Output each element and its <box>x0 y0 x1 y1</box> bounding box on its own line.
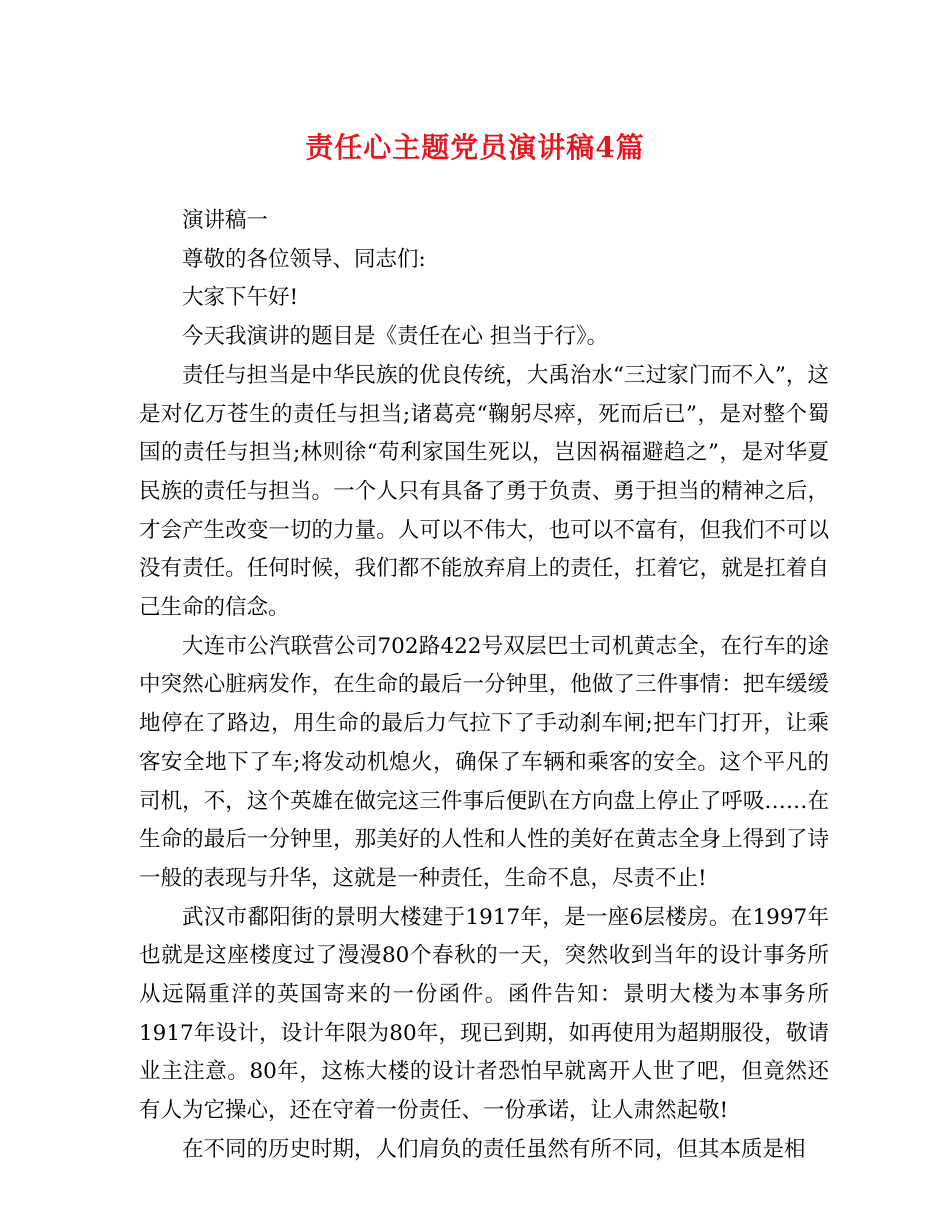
document-body <box>139 202 829 1170</box>
paragraph-body: 责任与担当是中华民族的优良传统，大禹治水“三过家门而不入”，这是对亿万苍生的责任与担当;诸葛亮“鞠躬尽瘁，死而后已”，是对整个蜀国的责任与担当;林则徐“苟利家国生死以，岂因祸福避趋之”，是对华夏民族的责任与担当。一个人只有具备了勇于负责、勇于担当的精神之后，才会产生改变一切的力量。人可以不伟大，也可以不富有，但我们不可以没有责任。任何时候，我们都不能放弃肩上的责任，扛着它，就是扛着自己生命的信念。 <box>139 362 829 621</box>
document-title: 责任心主题党员演讲稿4篇 <box>305 131 645 164</box>
paragraph-body: 武汉市鄱阳街的景明大楼建于1917年，是一座6层楼房。在1997年也就是这座楼度过了漫漫80个春秋的一天，突然收到当年的设计事务所从远隔重洋的英国寄来的一份函件。函件告知：景明大楼为本事务所1917年设计，设计年限为80年，现已到期，如再使用为超期服役，敬请业主注意。80年，这栋大楼的设计者恐怕早就离开人世了吧，但竟然还有人为它操心，还在守着一份责任、一份承诺，让人肃然起敬! <box>139 904 829 1124</box>
paragraph-greeting: 大家下午好! <box>182 285 299 311</box>
paragraph-body: 在不同的历史时期，人们肩负的责任虽然有所不同，但其本质是相 <box>182 1136 806 1162</box>
paragraph-topic: 今天我演讲的题目是《责任在心 担当于行》。 <box>182 324 609 350</box>
paragraph-body: 大连市公汽联营公司702路422号双层巴士司机黄志全，在行车的途中突然心脏病发作，在生命的最后一分钟里，他做了三件事情：把车缓缓地停在了路边，用生命的最后力气拉下了手动刹车闸;把车门打开，让乘客安全地下了车;将发动机熄火，确保了车辆和乘客的安全。这个平凡的司机，不，这个英雄在做完这三件事后便趴在方向盘上停止了呼吸……在生命的最后一分钟里，那美好的人性和人性的美好在黄志全身上得到了诗一般的表现与升华，这就是一种责任，生命不息，尽责不止! <box>139 633 829 891</box>
paragraph-salutation: 尊敬的各位领导、同志们: <box>182 246 426 272</box>
paragraph-section-heading: 演讲稿一 <box>182 208 269 233</box>
